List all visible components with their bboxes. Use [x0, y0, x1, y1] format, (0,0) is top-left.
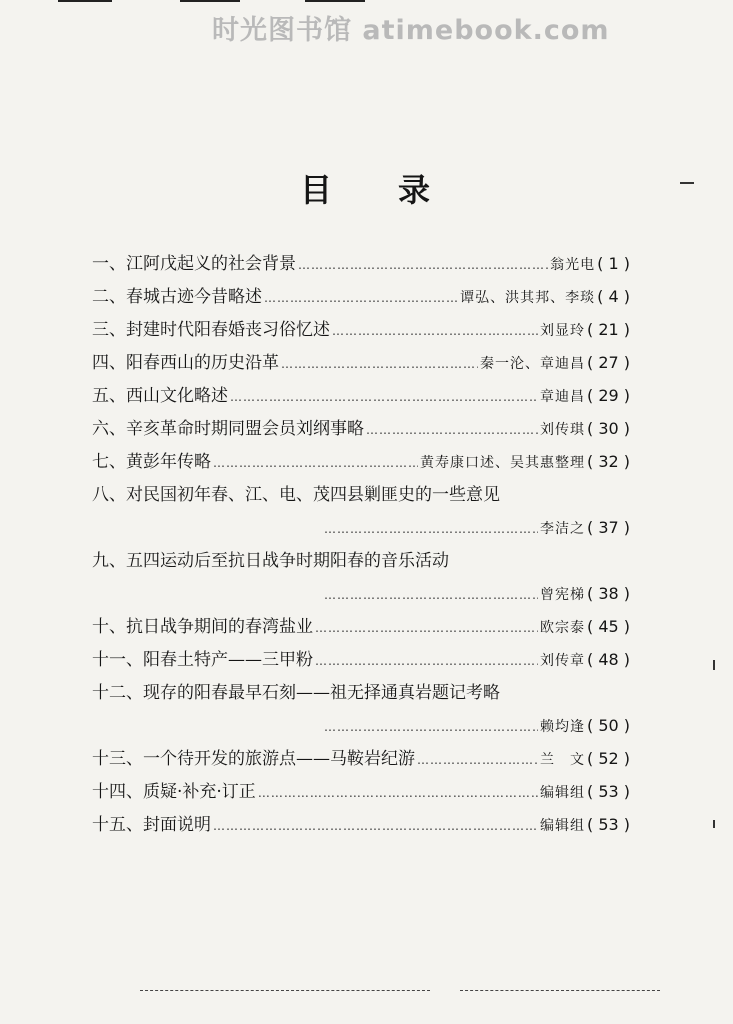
- toc-entry-title: 六、辛亥革命时期同盟会员刘纲事略: [92, 419, 364, 439]
- dot-leader: [281, 354, 478, 374]
- scan-mark: [713, 820, 715, 828]
- toc-entry-author: 编辑组: [539, 818, 585, 834]
- title-char: 目: [300, 171, 333, 209]
- toc-entry[interactable]: [92, 386, 630, 407]
- toc-entry[interactable]: [92, 683, 630, 737]
- toc-entry[interactable]: [92, 551, 630, 605]
- dot-leader: [332, 321, 538, 341]
- scan-mark: [713, 660, 715, 670]
- toc-entry-title: 五、西山文化略述: [92, 386, 228, 406]
- toc-entry-page: ( 52 ): [586, 749, 630, 768]
- dot-leader: [264, 288, 458, 308]
- dot-leader: [315, 618, 538, 638]
- table-of-contents: [92, 254, 630, 848]
- toc-entry-title: 十、抗日战争期间的春湾盐业: [92, 617, 313, 637]
- top-edge-line: [305, 0, 365, 2]
- bottom-edge-line: [140, 990, 430, 992]
- toc-entry[interactable]: [92, 782, 630, 803]
- toc-entry-title: 十三、一个待开发的旅游点——马鞍岩纪游: [92, 749, 415, 769]
- toc-entry[interactable]: [92, 650, 630, 671]
- toc-entry-author: 刘显玲: [539, 323, 585, 339]
- toc-entry-title: 七、黄彭年传略: [92, 452, 211, 472]
- toc-entry[interactable]: [92, 815, 630, 836]
- toc-entry-title: 二、春城古迹今昔略述: [92, 287, 262, 307]
- toc-entry-page: ( 38 ): [586, 584, 630, 603]
- top-edge-line: [180, 0, 240, 2]
- toc-entry-title: 一、江阿戊起义的社会背景: [92, 254, 296, 274]
- toc-entry-author: 曾宪梯: [539, 587, 585, 603]
- toc-entry-author: 刘传章: [539, 653, 585, 669]
- toc-entry-title: 十四、质疑·补充·订正: [92, 782, 256, 802]
- toc-entry-title: 九、五四运动后至抗日战争时期阳春的音乐活动: [92, 551, 449, 571]
- toc-entry-page: ( 37 ): [586, 518, 630, 537]
- toc-entry-page: ( 27 ): [586, 353, 630, 372]
- title-char: 录: [397, 171, 430, 209]
- dot-leader: [417, 750, 538, 770]
- toc-entry[interactable]: [92, 452, 630, 473]
- dot-leader: [213, 453, 418, 473]
- top-edge-line: [58, 0, 112, 2]
- dot-leader: [315, 651, 538, 671]
- dot-leader: [258, 783, 538, 803]
- dot-leader: [213, 816, 538, 836]
- toc-entry-title: 八、对民国初年春、江、电、茂四县剿匪史的一些意见: [92, 485, 500, 505]
- toc-entry-author: 赖均逢: [539, 719, 585, 735]
- toc-entry[interactable]: [92, 320, 630, 341]
- bottom-edge-line: [460, 990, 660, 992]
- toc-entry-page: ( 53 ): [586, 782, 630, 801]
- toc-entry-page: ( 21 ): [586, 320, 630, 339]
- dot-leader: [324, 585, 538, 605]
- toc-entry-title: 三、封建时代阳春婚丧习俗忆述: [92, 320, 330, 340]
- toc-entry[interactable]: [92, 287, 630, 308]
- dot-leader: [324, 717, 538, 737]
- toc-entry-page: ( 1 ): [597, 254, 630, 273]
- toc-entry-title: 四、阳春西山的历史沿革: [92, 353, 279, 373]
- toc-entry-title: 十二、现存的阳春最早石刻——祖无择通真岩题记考略: [92, 683, 500, 703]
- toc-entry[interactable]: [92, 485, 630, 539]
- dot-leader: [298, 255, 548, 275]
- toc-entry[interactable]: [92, 419, 630, 440]
- toc-entry-author: 谭弘、洪其邦、李琰: [460, 290, 596, 306]
- toc-entry-author: 兰 文: [539, 752, 585, 768]
- toc-entry-page: ( 32 ): [586, 452, 630, 471]
- toc-entry[interactable]: [92, 353, 630, 374]
- toc-entry-page: ( 53 ): [586, 815, 630, 834]
- toc-entry-author: 刘传琪: [539, 422, 585, 438]
- dot-leader: [230, 387, 538, 407]
- toc-entry-author: 编辑组: [539, 785, 585, 801]
- toc-entry-page: ( 50 ): [586, 716, 630, 735]
- toc-entry-author: 李洁之: [539, 521, 585, 537]
- toc-entry-author: 秦一沦、章迪昌: [479, 356, 585, 372]
- toc-entry-author: 翁光电: [550, 257, 596, 273]
- toc-entry[interactable]: [92, 617, 630, 638]
- toc-entry[interactable]: [92, 749, 630, 770]
- toc-entry-page: ( 48 ): [586, 650, 630, 669]
- toc-entry-title: 十一、阳春土特产——三甲粉: [92, 650, 313, 670]
- page-title: [300, 165, 430, 211]
- toc-entry-author: 欧宗泰: [539, 620, 585, 636]
- toc-entry-page: ( 45 ): [586, 617, 630, 636]
- toc-entry-title: 十五、封面说明: [92, 815, 211, 835]
- toc-entry-author: 章迪昌: [539, 389, 585, 405]
- watermark: 时光图书馆 atimebook.com: [212, 15, 610, 46]
- dot-leader: [366, 420, 538, 440]
- toc-entry[interactable]: [92, 254, 630, 275]
- scan-mark: [680, 182, 694, 184]
- toc-entry-page: ( 4 ): [597, 287, 630, 306]
- toc-entry-page: ( 29 ): [586, 386, 630, 405]
- toc-entry-page: ( 30 ): [586, 419, 630, 438]
- dot-leader: [324, 519, 538, 539]
- toc-entry-author: 黄寿康口述、吴其惠整理: [419, 455, 585, 471]
